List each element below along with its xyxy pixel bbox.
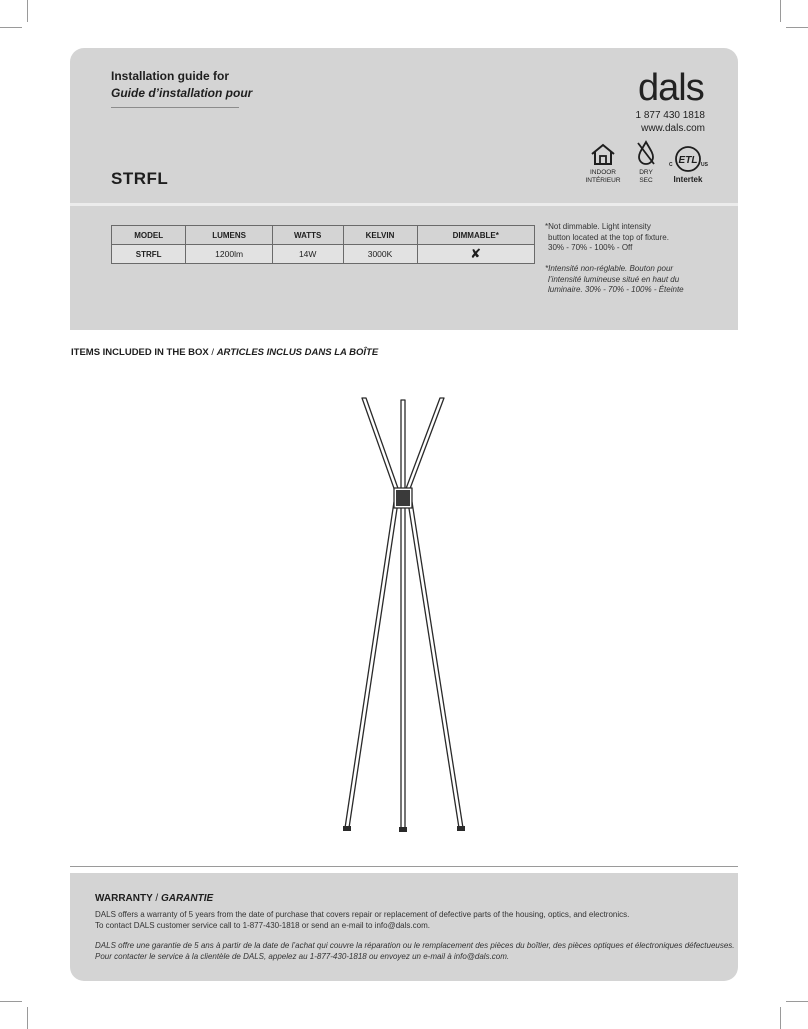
lamp-foot — [399, 827, 407, 832]
dry-cert — [630, 140, 662, 185]
spec-header-dimmable: DIMMABLE* — [417, 226, 534, 245]
heading-separator: / — [155, 893, 159, 904]
etl-us-mark: US — [701, 162, 708, 168]
dimmable-note-en — [545, 222, 669, 254]
crop-mark — [0, 27, 22, 28]
warranty-divider — [70, 866, 738, 867]
items-included-heading — [71, 347, 378, 358]
spec-header-lumens: LUMENS — [186, 226, 273, 245]
note-line: *Intensité non-réglable. Bouton pour — [545, 264, 674, 273]
note-line: button located at the top of fixture. — [548, 232, 669, 242]
etl-cert — [666, 145, 710, 185]
crop-mark — [786, 27, 808, 28]
indoor-cert — [585, 142, 621, 185]
spec-watts: 14W — [272, 245, 343, 264]
phone-number: 1 877 430 1818 — [635, 110, 705, 121]
guide-title-en: Installation guide for — [111, 69, 230, 83]
house-icon — [589, 142, 617, 166]
spec-header-row — [112, 226, 535, 245]
note-line: *Not dimmable. Light intensity — [545, 222, 651, 231]
crop-mark — [786, 1001, 808, 1002]
note-line: luminaire. 30% - 70% - 100% - Éteinte — [548, 285, 684, 294]
crop-mark — [780, 1007, 781, 1029]
lamp-hub-fill — [396, 490, 410, 506]
guide-title-fr: Guide d’installation pour — [111, 86, 253, 100]
guide-underline — [111, 107, 239, 108]
spec-data-row — [112, 245, 535, 264]
svg-text:ETL: ETL — [678, 155, 698, 166]
note-line: l’intensité lumineuse situé en haut du — [548, 274, 680, 284]
spec-dimmable: ✘ — [417, 245, 534, 264]
spec-kelvin: 3000K — [343, 245, 417, 264]
website-link[interactable]: www.dals.com — [641, 123, 705, 134]
items-heading-fr: ARTICLES INCLUS DANS LA BOÎTE — [216, 347, 379, 358]
lamp-left-leg — [345, 502, 398, 828]
lamp-right-leg — [408, 502, 463, 828]
indoor-label-fr: INTÉRIEUR — [585, 177, 621, 184]
spec-header-model: MODEL — [112, 226, 186, 245]
product-name: STRFL — [111, 169, 169, 188]
lamp-foot — [343, 826, 351, 831]
lamp-left-arm — [362, 398, 400, 494]
crop-mark — [27, 0, 28, 22]
spec-header-watts: WATTS — [272, 226, 343, 245]
indoor-label: INDOOR — [590, 169, 616, 176]
dry-label: DRY — [639, 169, 653, 176]
dimmable-note-fr — [545, 264, 684, 296]
heading-separator: / — [211, 347, 215, 358]
brand-logo: dals — [638, 67, 704, 109]
lamp-center-arm — [401, 400, 405, 830]
floor-lamp-illustration — [0, 390, 808, 840]
warranty-text-fr-2: Pour contacter le service à la clientèle de DALS, appelez au 1-877-430-1818 ou envoyez un e-mail à info@dals.com. — [95, 952, 510, 961]
crop-mark — [0, 1001, 22, 1002]
warranty-text-en-1: DALS offers a warranty of 5 years from the date of purchase that covers repair or replacement of defective parts of the housing, optics, and electronics. — [95, 910, 630, 919]
warranty-text-en-2: To contact DALS customer service call to 1-877-430-1818 or send an e-mail to info@dals.com. — [95, 921, 430, 930]
warranty-heading-fr: GARANTIE — [160, 893, 214, 904]
header-divider — [70, 203, 738, 206]
warranty-text-fr-1: DALS offre une garantie de 5 ans à partir de la date de l’achat qui couvre la réparation ou le remplacement des pièces du boîtier, des pièces optiques et électroniques défectueuses. — [95, 941, 735, 950]
items-heading-en: ITEMS INCLUDED IN THE BOX — [71, 347, 209, 358]
intertek-label: Intertek — [673, 175, 703, 184]
warranty-heading — [95, 893, 213, 904]
spec-table — [111, 225, 535, 264]
note-line: 30% - 70% - 100% - Off — [548, 243, 633, 252]
spec-model: STRFL — [112, 245, 186, 264]
etl-c-mark: C — [669, 162, 673, 168]
crop-mark — [780, 0, 781, 22]
lamp-right-arm — [404, 398, 444, 494]
spec-header-kelvin: KELVIN — [343, 226, 417, 245]
dry-label-fr: SEC — [639, 177, 653, 184]
lamp-foot — [457, 826, 465, 831]
dry-drop-icon — [635, 140, 657, 166]
warranty-heading-en: WARRANTY — [95, 893, 153, 904]
spec-lumens: 1200lm — [186, 245, 273, 264]
crop-mark — [27, 1007, 28, 1029]
